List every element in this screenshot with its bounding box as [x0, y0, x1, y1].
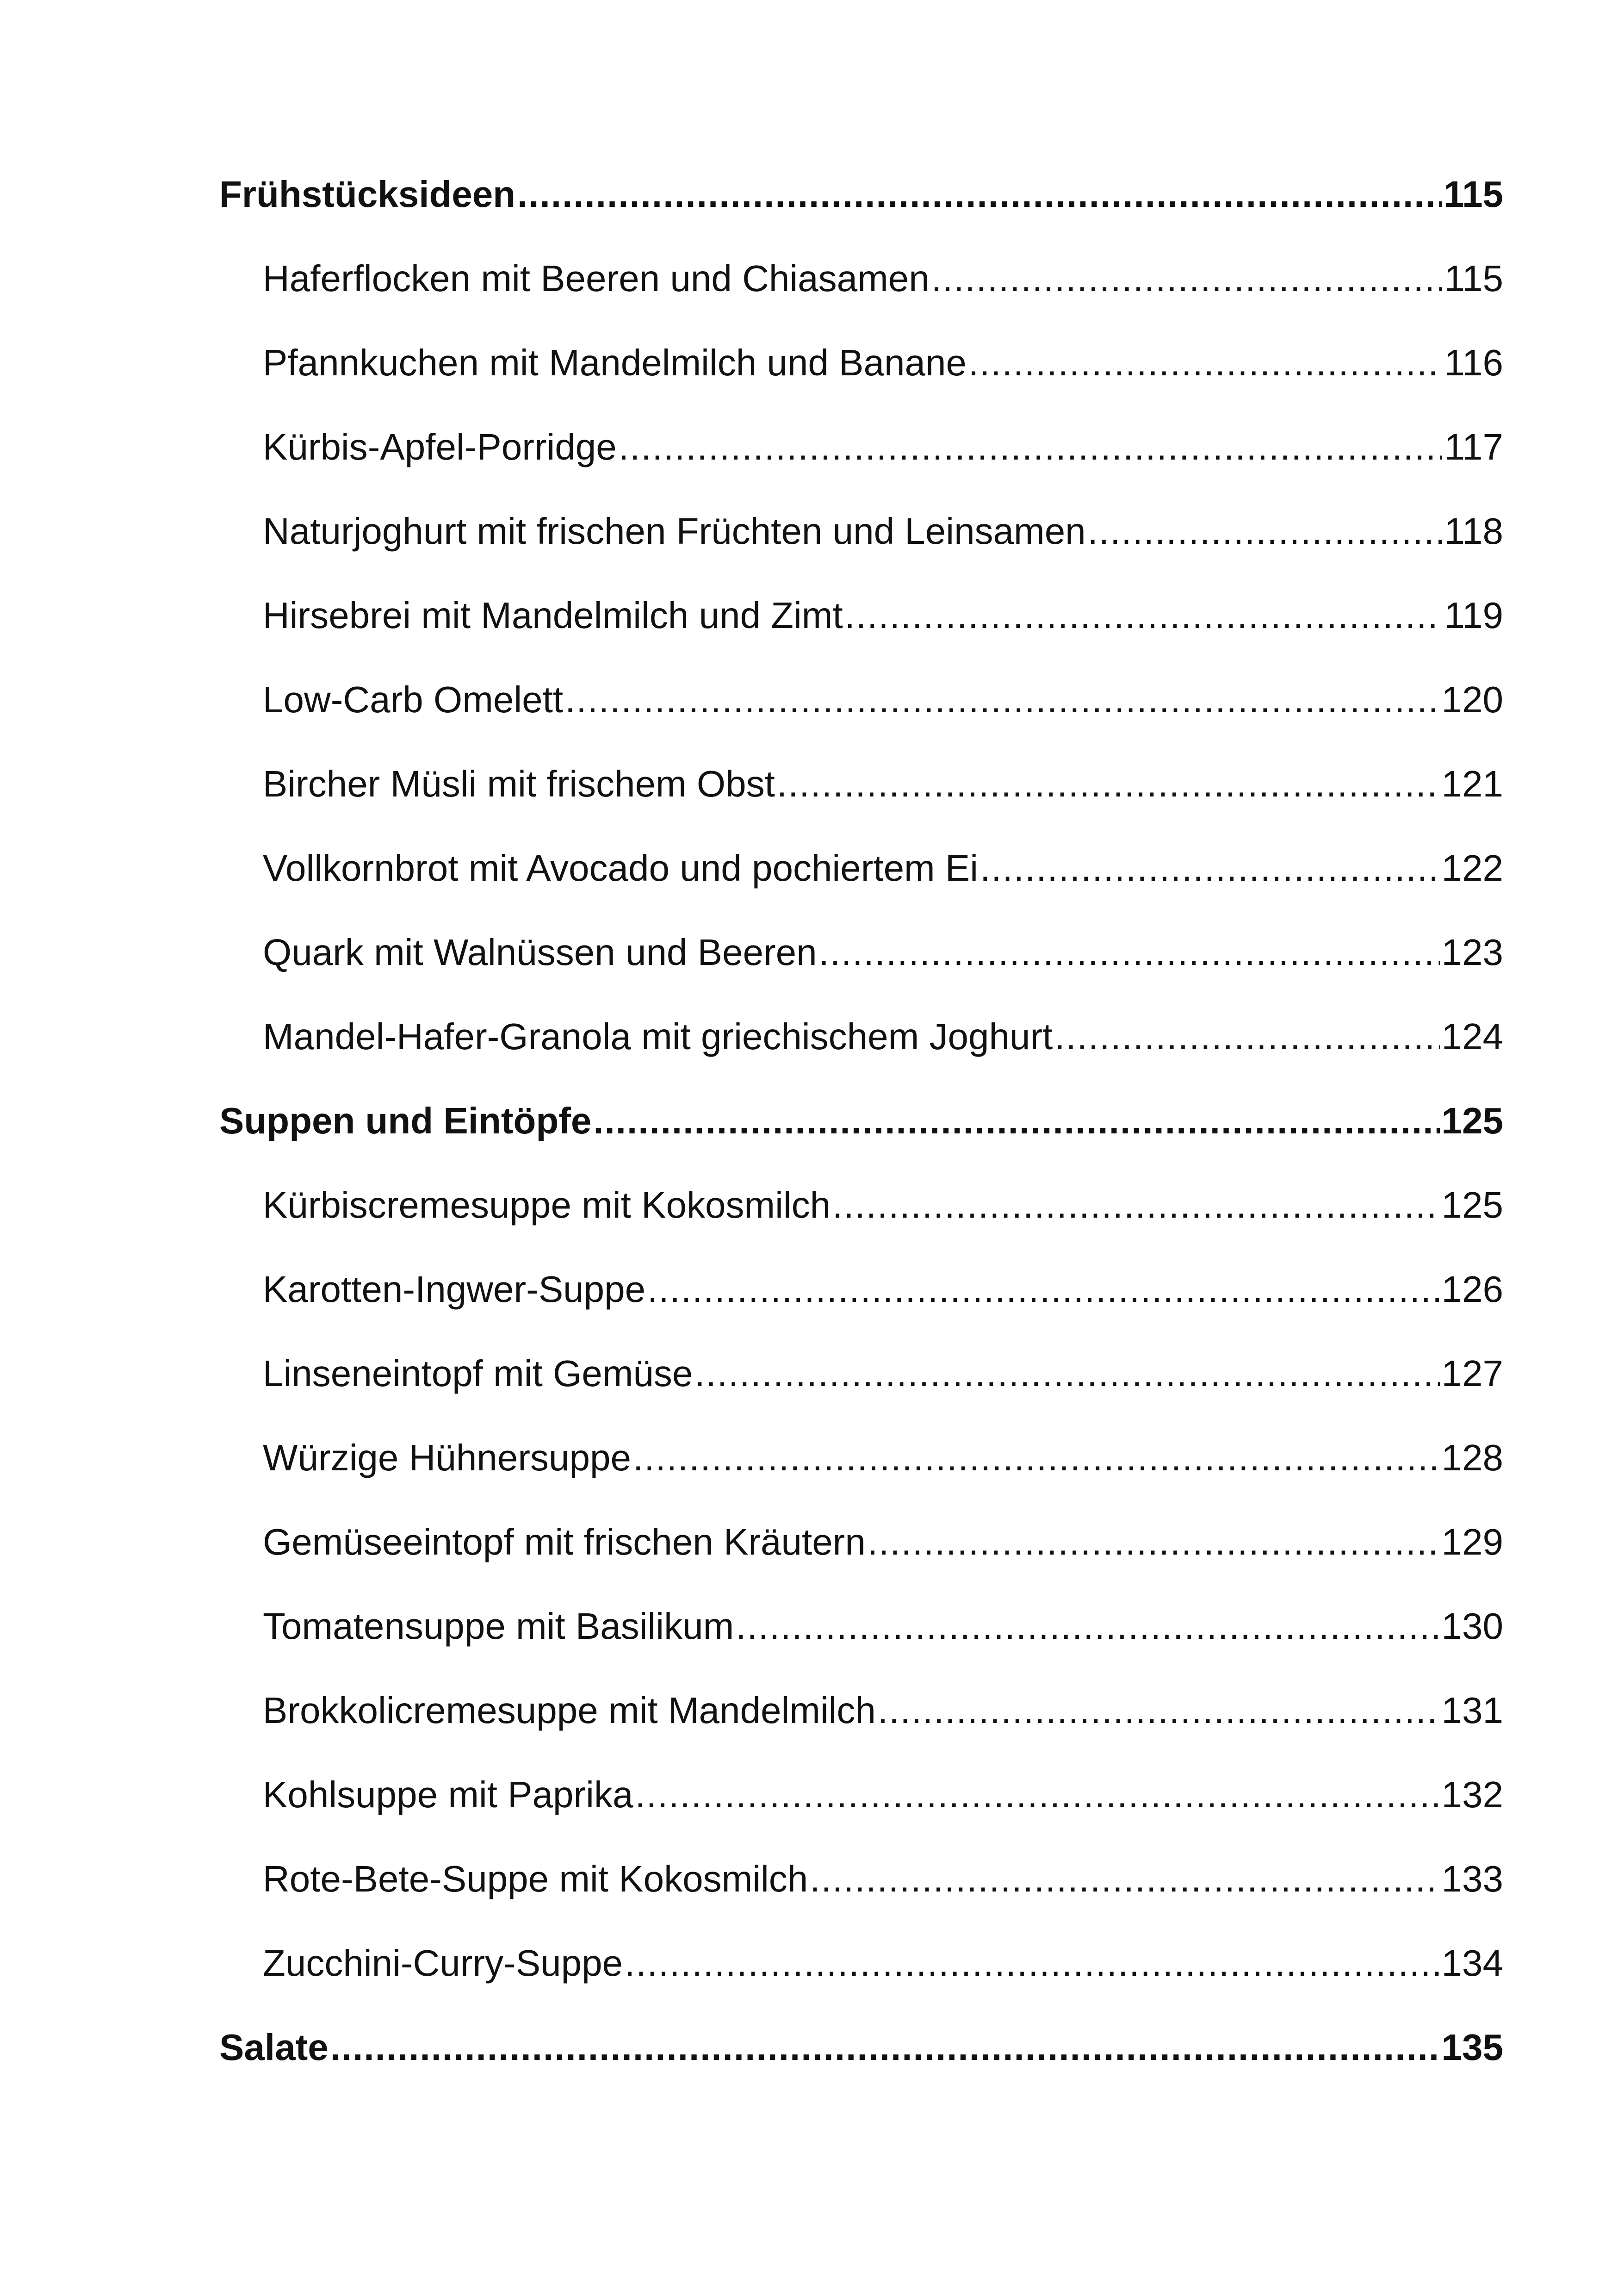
toc-page-number: 125 — [1441, 1184, 1503, 1226]
toc-leader-dots — [736, 1599, 1439, 1654]
toc-page-number: 132 — [1441, 1774, 1503, 1815]
toc-entry-row[interactable] — [219, 1935, 1503, 2020]
toc-leader-dots — [845, 588, 1443, 643]
toc-leader-dots — [777, 756, 1440, 812]
toc-entry-title: Kohlsuppe mit Paprika — [263, 1774, 633, 1815]
toc-page-number: 131 — [1441, 1690, 1503, 1731]
toc-leader-dots — [980, 840, 1439, 896]
toc-entry-title: Rote-Bete-Suppe mit Kokosmilch — [263, 1858, 808, 1899]
toc-entry-title: Naturjoghurt mit frischen Früchten und Leinsamen — [263, 510, 1086, 552]
toc-leader-dots — [832, 1177, 1439, 1233]
toc-leader-dots — [878, 1683, 1440, 1738]
toc-entry-row[interactable] — [219, 1767, 1503, 1851]
toc-leader-dots — [635, 1767, 1439, 1823]
toc-entry-title: Gemüseeintopf mit frischen Kräutern — [263, 1521, 866, 1562]
toc-section-row[interactable] — [219, 167, 1503, 251]
toc-entry-title: Kürbiscremesuppe mit Kokosmilch — [263, 1184, 831, 1226]
toc-page-number: 125 — [1441, 1100, 1503, 1141]
toc-entry-row[interactable] — [219, 251, 1503, 335]
toc-page-number: 134 — [1441, 1942, 1503, 1984]
toc-page-number: 118 — [1444, 510, 1503, 552]
toc-page-number: 126 — [1441, 1269, 1503, 1310]
toc-entry-title: Low-Carb Omelett — [263, 679, 564, 720]
toc-entry-row[interactable] — [219, 756, 1503, 840]
toc-entry-row[interactable] — [219, 925, 1503, 1009]
toc-entry-title: Tomatensuppe mit Basilikum — [263, 1605, 734, 1647]
toc-leader-dots — [819, 925, 1440, 980]
toc-page-number: 124 — [1441, 1016, 1503, 1057]
toc-entry-title: Haferflocken mit Beeren und Chiasamen — [263, 258, 930, 299]
toc-leader-dots — [633, 1430, 1440, 1486]
toc-page-number: 115 — [1443, 174, 1503, 215]
toc-entry-title: Bircher Müsli mit frischem Obst — [263, 763, 775, 804]
toc-entry-row[interactable] — [219, 335, 1503, 419]
toc-page-number: 129 — [1441, 1521, 1503, 1562]
toc-leader-dots — [694, 1346, 1439, 1401]
toc-leader-dots — [647, 1262, 1439, 1317]
toc-entry-row[interactable] — [219, 1430, 1503, 1514]
toc-leader-dots — [810, 1851, 1439, 1907]
toc-entry-title: Mandel-Hafer-Granola mit griechischem Joghurt — [263, 1016, 1053, 1057]
toc-leader-dots — [931, 251, 1443, 306]
toc-section-row[interactable] — [219, 1093, 1503, 1177]
toc-entry-title: Hirsebrei mit Mandelmilch und Zimt — [263, 595, 843, 636]
toc-page-number: 127 — [1441, 1353, 1503, 1394]
toc-page-number: 116 — [1444, 342, 1503, 383]
toc-entry-row[interactable] — [219, 504, 1503, 588]
toc-leader-dots — [330, 2020, 1440, 2075]
toc-entry-row[interactable] — [219, 1262, 1503, 1346]
toc-leader-dots — [565, 672, 1439, 728]
toc-section-title: Salate — [219, 2027, 329, 2068]
toc-leader-dots — [619, 419, 1443, 475]
toc-page-number: 128 — [1441, 1437, 1503, 1478]
table-of-contents — [219, 167, 1503, 2104]
toc-section-title: Suppen und Eintöpfe — [219, 1100, 592, 1141]
toc-entry-title: Zucchini-Curry-Suppe — [263, 1942, 623, 1984]
toc-entry-row[interactable] — [219, 1599, 1503, 1683]
toc-page-number: 122 — [1441, 847, 1503, 889]
toc-entry-row[interactable] — [219, 588, 1503, 672]
toc-entry-row[interactable] — [219, 840, 1503, 925]
toc-leader-dots — [625, 1935, 1439, 1991]
toc-leader-dots — [517, 167, 1442, 222]
toc-section-title: Frühstücksideen — [219, 174, 516, 215]
toc-page-number: 130 — [1441, 1605, 1503, 1647]
toc-entry-row[interactable] — [219, 1683, 1503, 1767]
toc-leader-dots — [1088, 504, 1443, 559]
toc-page-number: 123 — [1441, 932, 1503, 973]
toc-entry-row[interactable] — [219, 1177, 1503, 1262]
toc-leader-dots — [968, 335, 1443, 391]
toc-entry-title: Würzige Hühnersuppe — [263, 1437, 631, 1478]
toc-page-number: 115 — [1444, 258, 1503, 299]
toc-entry-row[interactable] — [219, 419, 1503, 504]
toc-entry-title: Vollkornbrot mit Avocado und pochiertem Ei — [263, 847, 979, 889]
toc-page-number: 120 — [1441, 679, 1503, 720]
toc-leader-dots — [1054, 1009, 1439, 1064]
toc-page-number: 117 — [1444, 426, 1503, 467]
toc-entry-row[interactable] — [219, 1514, 1503, 1599]
toc-leader-dots — [868, 1514, 1440, 1570]
toc-entry-title: Brokkolicremesuppe mit Mandelmilch — [263, 1690, 876, 1731]
toc-entry-title: Linseneintopf mit Gemüse — [263, 1353, 693, 1394]
toc-section-row[interactable] — [219, 2020, 1503, 2104]
toc-page-number: 121 — [1441, 763, 1503, 804]
toc-entry-row[interactable] — [219, 1346, 1503, 1430]
toc-entry-row[interactable] — [219, 1009, 1503, 1093]
toc-leader-dots — [593, 1093, 1439, 1149]
toc-page-number: 119 — [1444, 595, 1503, 636]
toc-page-number: 135 — [1441, 2027, 1503, 2068]
toc-entry-title: Quark mit Walnüssen und Beeren — [263, 932, 817, 973]
toc-entry-title: Pfannkuchen mit Mandelmilch und Banane — [263, 342, 967, 383]
toc-entry-title: Kürbis-Apfel-Porridge — [263, 426, 617, 467]
toc-entry-row[interactable] — [219, 672, 1503, 756]
toc-entry-row[interactable] — [219, 1851, 1503, 1935]
toc-entry-title: Karotten-Ingwer-Suppe — [263, 1269, 646, 1310]
toc-page-number: 133 — [1441, 1858, 1503, 1899]
